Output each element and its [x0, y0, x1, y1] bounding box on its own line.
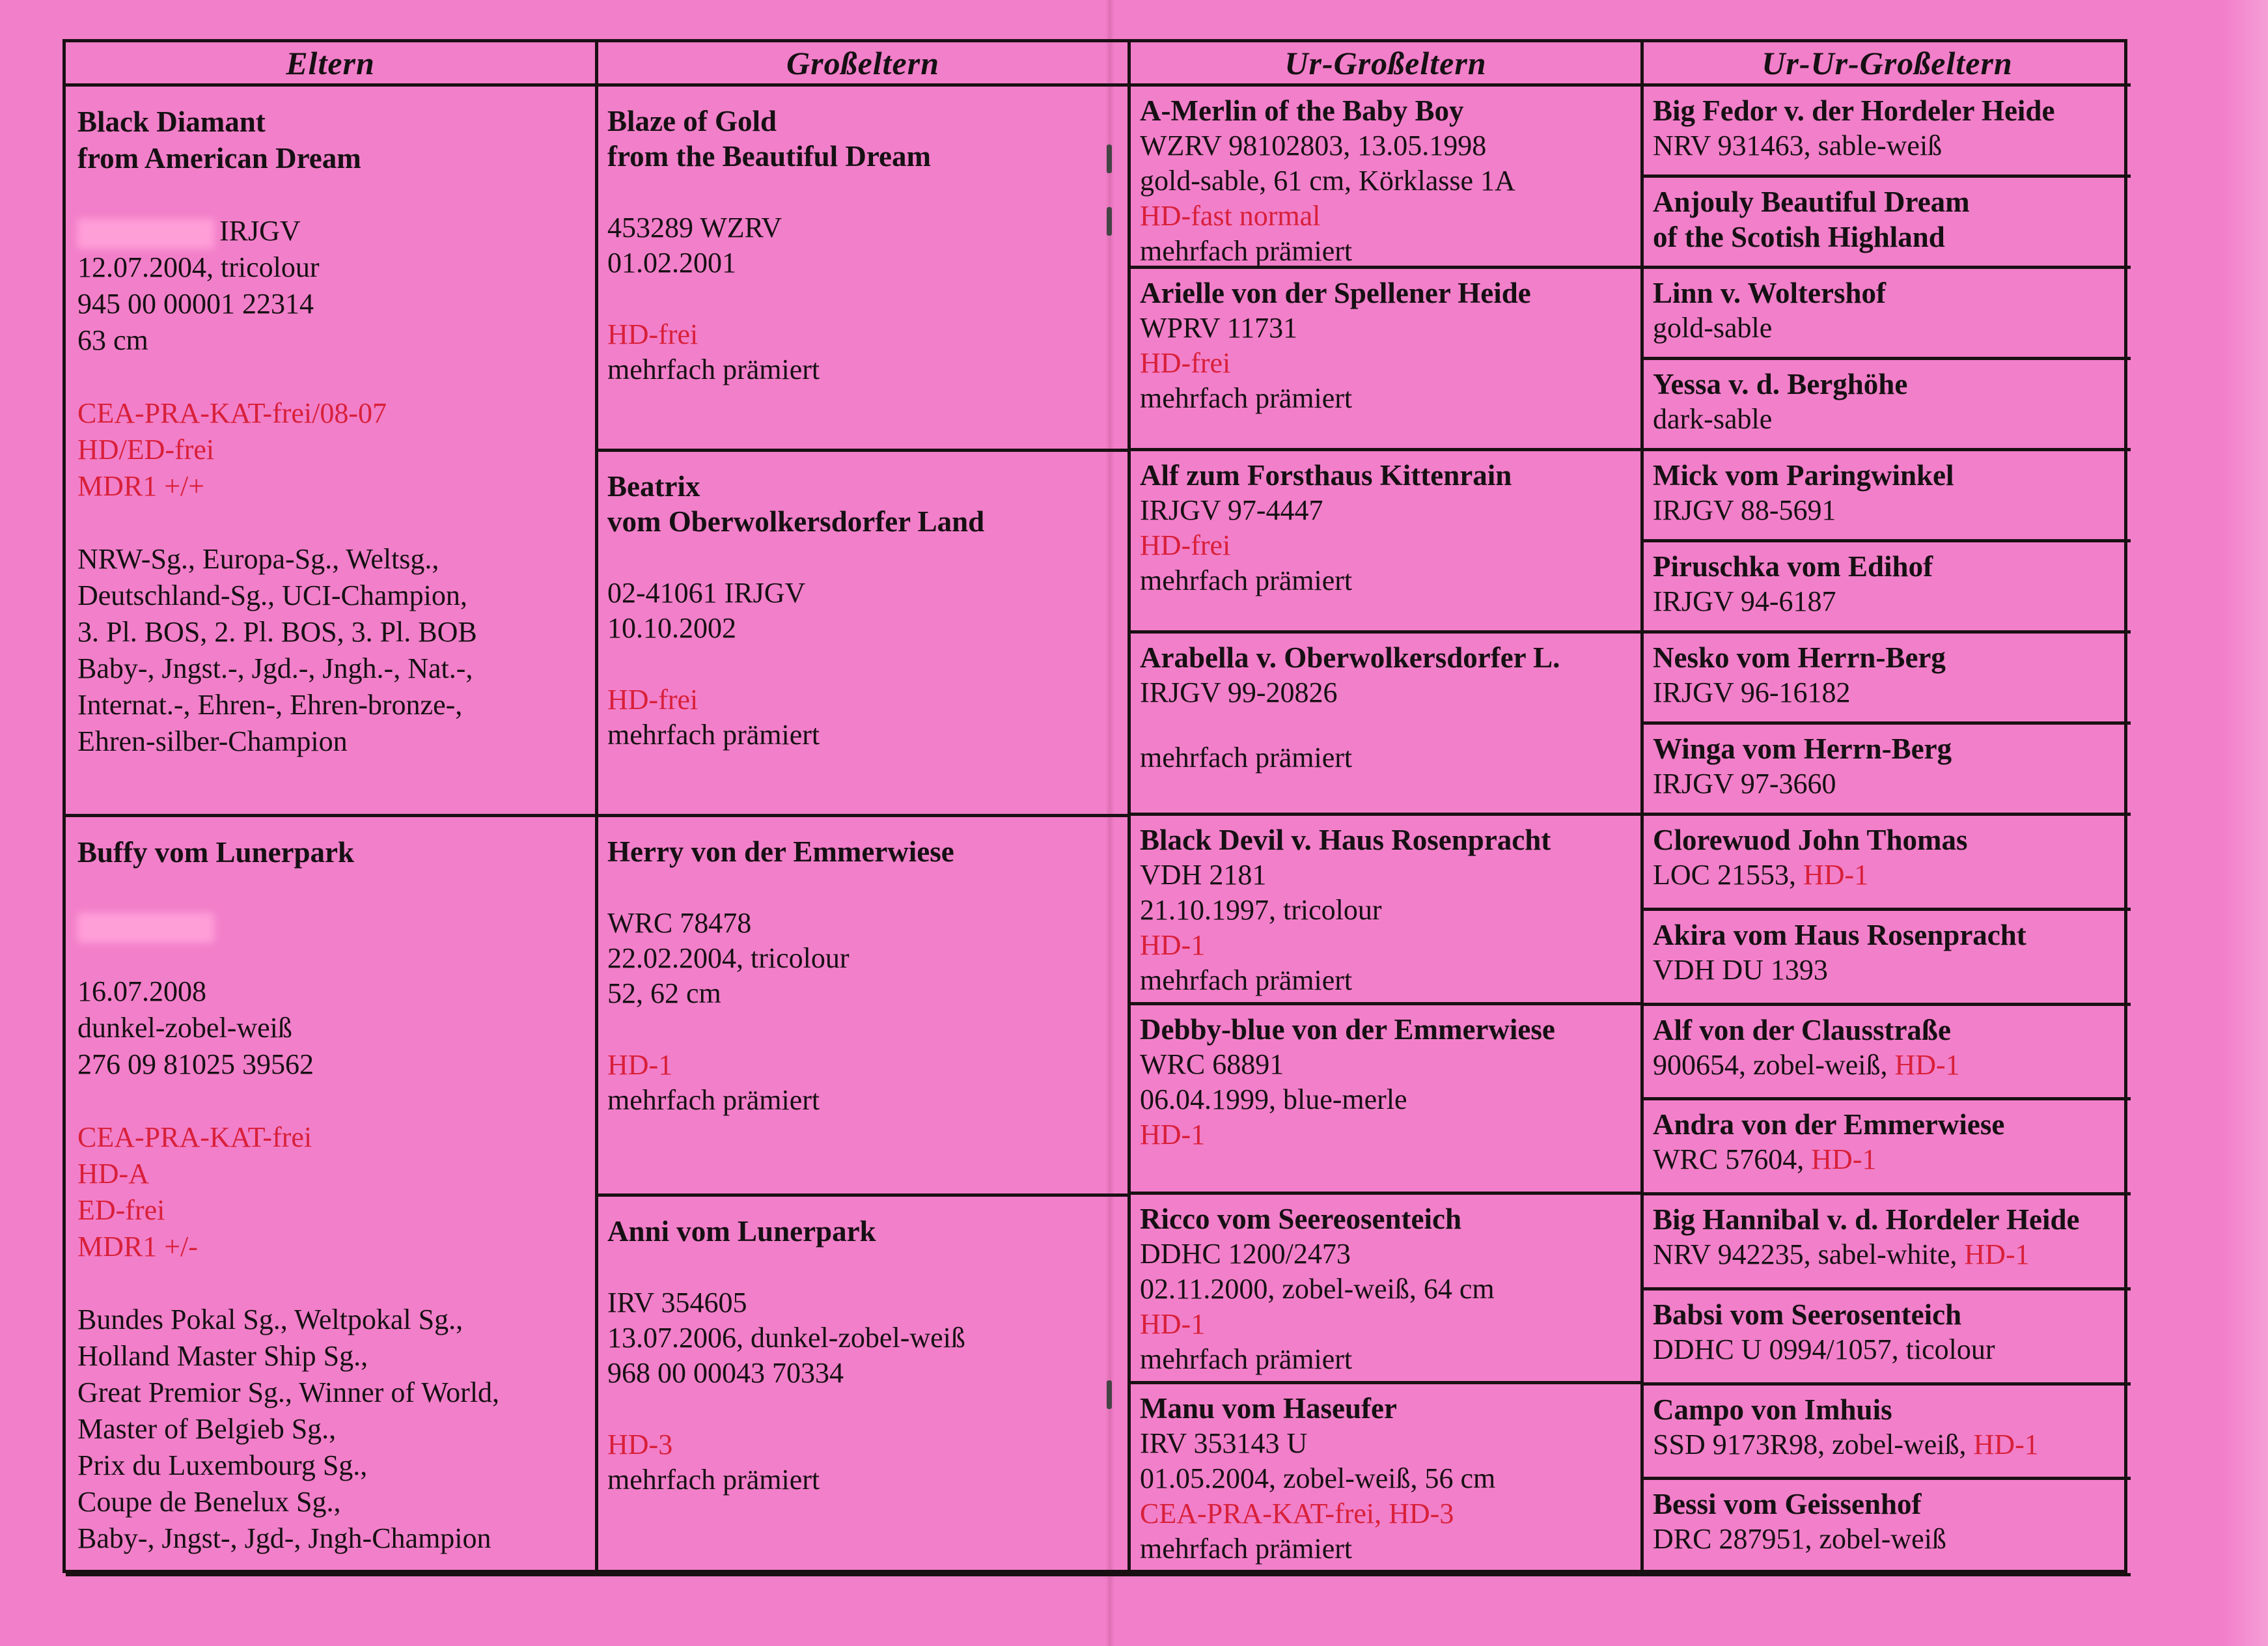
header-eltern: Eltern [66, 42, 598, 87]
staple-mark [1107, 1380, 1112, 1409]
great-grandparent-cell [1131, 87, 1640, 269]
health-result: CEA-PRA-KAT-frei [77, 1121, 312, 1153]
detail-line: NRV 942235, sabel-white, HD-1 [1653, 1238, 2030, 1270]
detail-line: 13.07.2006, dunkel-zobel-weiß [607, 1322, 965, 1354]
dog-name: Blaze of Gold from the Beautiful Dream [607, 105, 931, 173]
great-great-grandparent-cell [1644, 1480, 2131, 1575]
great-great-grandparent-cell [1644, 911, 2131, 1006]
dog-name: Bessi vom Geissenhof [1653, 1488, 1922, 1521]
spacer [607, 869, 1120, 906]
detail-line: IRJGV 97-3660 [1653, 768, 1836, 800]
detail-line: WZRV 98102803, 13.05.1998 [1140, 130, 1487, 161]
title-line: Bundes Pokal Sg., Weltpokal Sg., [77, 1304, 463, 1335]
detail-line: 968 00 00043 70334 [607, 1357, 844, 1389]
parent-detail-line: 63 cm [77, 324, 148, 356]
header-ur-grosseltern: Ur-Großeltern [1131, 42, 1644, 87]
spacer [607, 174, 1120, 210]
detail-line: WRC 68891 [1140, 1048, 1284, 1080]
spacer [607, 646, 1120, 682]
detail-line: DDHC U 0994/1057, ticolour [1653, 1333, 1995, 1365]
health-result: HD-1 [1811, 1143, 1877, 1176]
title-line: Baby-, Jngst-, Jgd-, Jngh-Champion [77, 1522, 491, 1554]
spacer [607, 1249, 1120, 1285]
dog-name: Akira vom Haus Rosenpracht [1653, 918, 2026, 951]
detail-line: SSD 9173R98, zobel-weiß, HD-1 [1653, 1428, 2039, 1460]
spacer [77, 871, 586, 907]
great-great-grandparent-cell [1644, 360, 2131, 451]
dog-name: Black Diamant from American Dream [77, 105, 361, 174]
title-line: Baby-, Jngst.-, Jgd.-, Jngh.-, Nat.-, [77, 652, 473, 684]
award-note: mehrfach prämiert [1140, 565, 1353, 596]
health-result: CEA-PRA-KAT-frei/08-07 [77, 397, 387, 429]
detail-line: DDHC 1200/2473 [1140, 1238, 1351, 1270]
award-note: mehrfach prämiert [1140, 1343, 1353, 1375]
health-result: ED-frei [77, 1194, 165, 1226]
grandparents-column [598, 87, 1131, 1576]
award-note: mehrfach prämiert [1140, 742, 1353, 774]
health-result: HD-1 [1894, 1048, 1960, 1081]
dog-name: Anni vom Lunerpark [607, 1215, 876, 1248]
spacer [77, 359, 586, 395]
health-result: HD-1 [1140, 929, 1206, 961]
detail-line: 21.10.1997, tricolour [1140, 894, 1382, 926]
spacer [1140, 710, 1633, 740]
health-result: HD-frei [607, 318, 698, 350]
dog-name: Beatrix vom Oberwolkersdorfer Land [607, 470, 985, 538]
detail-line: 52, 62 cm [607, 977, 721, 1009]
dog-name: Big Hannibal v. d. Hordeler Heide [1653, 1203, 2080, 1236]
dog-name: Alf von der Clausstraße [1653, 1013, 1951, 1046]
detail-line: dark-sable [1653, 403, 1773, 435]
great-great-grandparent-cell [1644, 87, 2131, 178]
title-line: Holland Master Ship Sg., [77, 1340, 368, 1372]
detail-line: 01.02.2001 [607, 247, 736, 279]
great-grandparent-cell [1131, 1384, 1640, 1574]
dog-name: Arielle von der Spellener Heide [1140, 277, 1531, 309]
title-line: NRW-Sg., Europa-Sg., Weltsg., [77, 543, 439, 575]
spacer [77, 1083, 586, 1119]
health-result: HD-1 [1803, 859, 1869, 891]
dog-name: Linn v. Woltershof [1653, 277, 1887, 309]
great-great-grandparent-cell [1644, 1290, 2131, 1386]
header-grosseltern: Großeltern [598, 42, 1131, 87]
detail-line: LOC 21553, HD-1 [1653, 859, 1869, 891]
great-great-grandparent-cell [1644, 178, 2131, 269]
detail-line: IRJGV 96-16182 [1653, 677, 1851, 708]
health-result: HD-1 [1140, 1119, 1206, 1151]
great-great-grandparent-cell [1644, 1195, 2131, 1290]
spacer [607, 1391, 1120, 1427]
dog-name: Alf zum Forsthaus Kittenrain [1140, 459, 1512, 492]
dog-name: Ricco vom Seereosenteich [1140, 1203, 1462, 1235]
great-great-grandparent-cell [1644, 725, 2131, 816]
great-grandparent-cell [1131, 1005, 1640, 1195]
title-line: 3. Pl. BOS, 2. Pl. BOS, 3. Pl. BOB [77, 616, 477, 648]
award-note: mehrfach prämiert [607, 1084, 820, 1116]
detail-line: WRC 78478 [607, 907, 752, 939]
spacer [77, 1265, 586, 1302]
detail-line: IRJGV 99-20826 [1140, 677, 1338, 708]
dog-name: Yessa v. d. Berghöhe [1653, 368, 1908, 400]
dog-name: Nesko vom Herrn-Berg [1653, 641, 1946, 674]
health-result: HD-frei [607, 684, 698, 716]
detail-line: 900654, zobel-weiß, HD-1 [1653, 1048, 1960, 1081]
detail-line: VDH DU 1393 [1653, 953, 1828, 986]
health-result: HD-1 [607, 1049, 673, 1081]
parent-cell [66, 817, 598, 1576]
dog-name: Debby-blue von der Emmerwiese [1140, 1013, 1555, 1046]
grandparent-cell [598, 1197, 1127, 1576]
award-note: mehrfach prämiert [1140, 382, 1353, 414]
detail-line: 06.04.1999, blue-merle [1140, 1083, 1407, 1115]
dog-name: Manu vom Haseufer [1140, 1392, 1397, 1425]
health-result: HD-fast normal [1140, 200, 1321, 232]
detail-line: 10.10.2002 [607, 612, 736, 644]
health-result: HD-1 [1964, 1238, 2030, 1270]
great-great-grandparent-cell [1644, 451, 2131, 542]
title-line: Master of Belgieb Sg., [77, 1413, 337, 1445]
dog-name: Winga vom Herrn-Berg [1653, 732, 1952, 765]
dog-name: Andra von der Emmerwiese [1653, 1108, 2005, 1141]
redacted-line [77, 907, 586, 943]
detail-line: IRV 354605 [607, 1287, 747, 1318]
parent-detail-line: IRJGV [77, 213, 586, 249]
dog-name: Mick vom Paringwinkel [1653, 459, 1954, 492]
award-note: mehrfach prämiert [1140, 964, 1353, 996]
health-result: HD/ED-frei [77, 434, 215, 466]
detail-line: DRC 287951, zobel-weiß [1653, 1523, 1946, 1555]
spacer [607, 539, 1120, 576]
page-edge [2222, 0, 2268, 1646]
title-line: Ehren-silber-Champion [77, 725, 348, 757]
dog-name: Anjouly Beautiful Dream of the Scotish Highland [1653, 186, 1970, 253]
dog-name: Clorewuod John Thomas [1653, 824, 1968, 856]
detail-line: VDH 2181 [1140, 859, 1267, 891]
staple-mark [1107, 207, 1112, 236]
great-grandparents-column [1131, 87, 1644, 1576]
title-line: Coupe de Benelux Sg., [77, 1486, 341, 1518]
detail-line: gold-sable, 61 cm, Körklasse 1A [1140, 165, 1515, 197]
detail-line: NRV 931463, sable-weiß [1653, 130, 1943, 161]
spacer [607, 1011, 1120, 1048]
health-result: MDR1 +/+ [77, 470, 205, 502]
detail-line: IRJGV 88-5691 [1653, 494, 1836, 526]
health-result: HD-1 [1973, 1428, 2039, 1460]
great-great-grandparent-cell [1644, 1100, 2131, 1195]
dog-name: A-Merlin of the Baby Boy [1140, 94, 1464, 127]
header-ur-ur-grosseltern: Ur-Ur-Großeltern [1644, 42, 2131, 87]
parent-detail-line: 12.07.2004, tricolour [77, 251, 320, 283]
pedigree-table [62, 39, 2127, 1573]
dog-name: Campo von Imhuis [1653, 1393, 1892, 1426]
great-great-grandparents-column [1644, 87, 2131, 1576]
parent-detail-line: 16.07.2008 [77, 975, 206, 1007]
dog-name: Black Devil v. Haus Rosenpracht [1140, 824, 1551, 856]
parent-detail-line: dunkel-zobel-weiß [77, 1012, 292, 1044]
detail-line: 453289 WZRV [607, 212, 782, 244]
title-line: Prix du Luxembourg Sg., [77, 1449, 368, 1481]
staple-mark [1107, 145, 1112, 173]
detail-line: 02.11.2000, zobel-weiß, 64 cm [1140, 1273, 1495, 1305]
award-note: mehrfach prämiert [1140, 235, 1353, 267]
great-great-grandparent-cell [1644, 634, 2131, 725]
health-result: HD-frei [1140, 529, 1231, 561]
great-grandparent-cell [1131, 816, 1640, 1005]
great-great-grandparent-cell [1644, 542, 2131, 634]
detail-line: 01.05.2004, zobel-weiß, 56 cm [1140, 1462, 1496, 1494]
spacer [77, 943, 586, 973]
detail-line: gold-sable [1653, 312, 1773, 344]
great-great-grandparent-cell [1644, 1006, 2131, 1101]
detail-line: IRV 353143 U [1140, 1427, 1308, 1459]
grandparent-cell [598, 817, 1127, 1197]
health-result: HD-frei [1140, 347, 1231, 379]
award-note: mehrfach prämiert [607, 354, 820, 385]
health-result: CEA-PRA-KAT-frei, HD-3 [1140, 1498, 1454, 1529]
health-result: HD-1 [1140, 1308, 1206, 1340]
title-line: Internat.-, Ehren-, Ehren-bronze-, [77, 689, 463, 721]
great-grandparent-cell [1131, 1195, 1640, 1384]
grandparent-cell [598, 87, 1127, 452]
spacer [77, 176, 586, 213]
health-result: MDR1 +/- [77, 1231, 198, 1262]
dog-name: Buffy vom Lunerpark [77, 836, 355, 869]
dog-name: Arabella v. Oberwolkersdorfer L. [1140, 641, 1560, 674]
award-note: mehrfach prämiert [607, 1464, 820, 1496]
detail-line: 02-41061 IRJGV [607, 577, 806, 609]
great-great-grandparent-cell [1644, 1386, 2131, 1481]
great-great-grandparent-cell [1644, 816, 2131, 911]
redacted-field [77, 913, 214, 943]
grandparent-cell [598, 452, 1127, 817]
parent-detail-line: 276 09 81025 39562 [77, 1048, 314, 1080]
dog-name: Big Fedor v. der Hordeler Heide [1653, 94, 2055, 127]
dog-name: Piruschka vom Edihof [1653, 550, 1933, 583]
redacted-field [77, 219, 214, 249]
parent-detail-line: 945 00 00001 22314 [77, 288, 314, 320]
parent-cell [66, 87, 598, 817]
great-great-grandparent-cell [1644, 269, 2131, 360]
health-result: HD-A [77, 1158, 149, 1190]
great-grandparent-cell [1131, 269, 1640, 451]
detail-line: IRJGV 94-6187 [1653, 585, 1836, 617]
detail-line: WRC 57604, HD-1 [1653, 1143, 1877, 1176]
detail-line: 22.02.2004, tricolour [607, 942, 850, 974]
detail-line: WPRV 11731 [1140, 312, 1298, 344]
health-result: HD-3 [607, 1429, 673, 1460]
spacer [607, 281, 1120, 317]
spacer [77, 505, 586, 541]
great-grandparent-cell [1131, 451, 1640, 634]
detail-line: IRJGV 97-4447 [1140, 494, 1323, 526]
award-note: mehrfach prämiert [1140, 1533, 1353, 1565]
dog-name: Herry von der Emmerwiese [607, 835, 954, 868]
great-grandparent-cell [1131, 634, 1640, 816]
title-line: Deutschland-Sg., UCI-Champion, [77, 579, 467, 611]
award-note: mehrfach prämiert [607, 719, 820, 751]
title-line: Great Premior Sg., Winner of World, [77, 1376, 500, 1408]
dog-name: Babsi vom Seerosenteich [1653, 1298, 1962, 1331]
